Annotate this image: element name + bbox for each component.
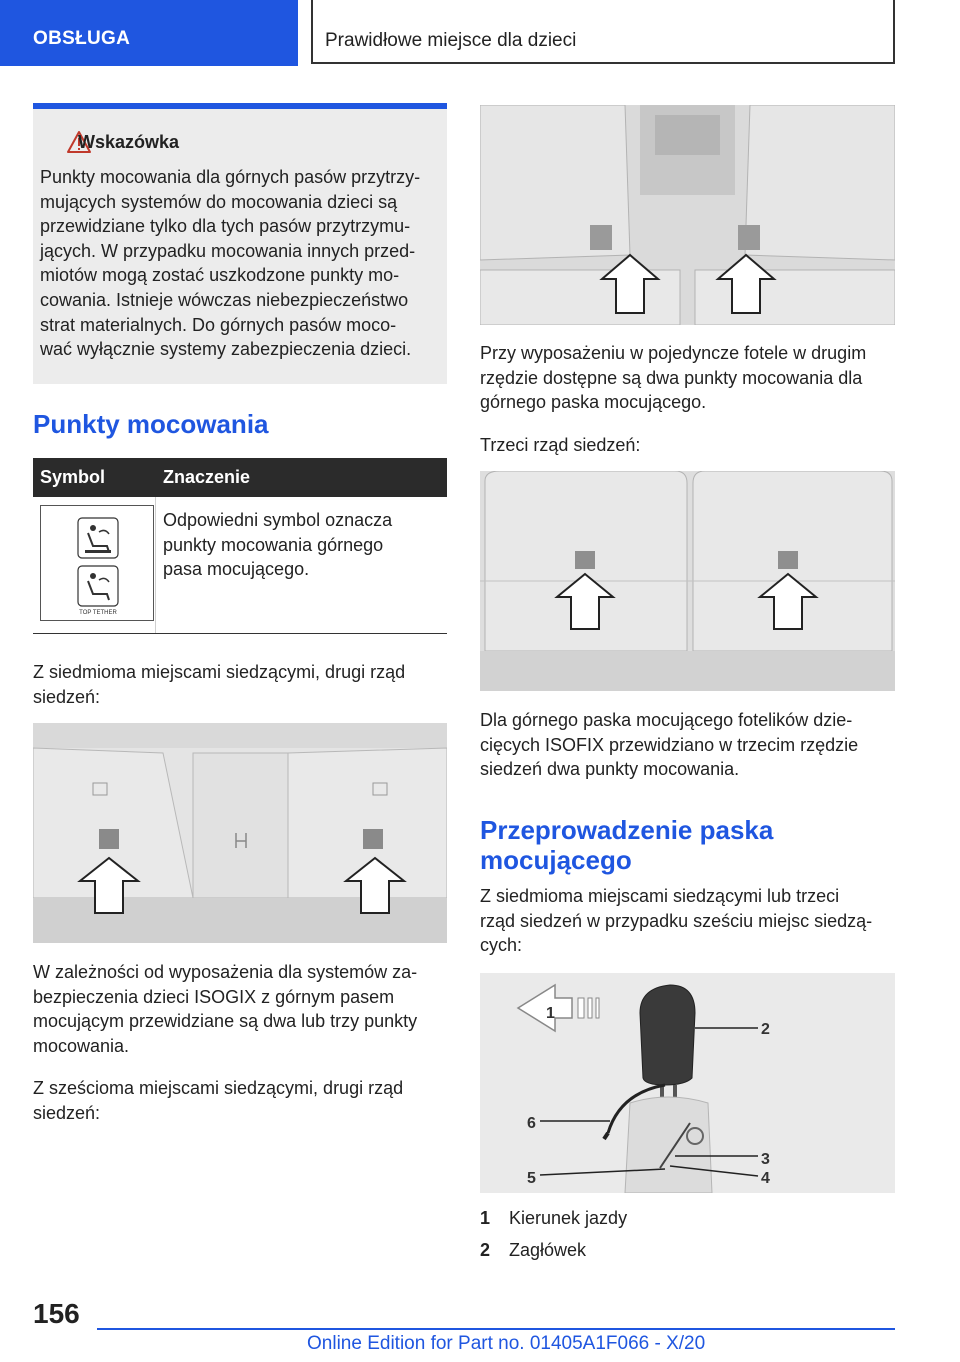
note-line: przewidziane tylko dla tych pasów przytrzymu- <box>40 216 411 237</box>
legend-text: Kierunek jazdy <box>509 1208 628 1228</box>
body-text-line: górnego paska mocującego. <box>480 392 707 412</box>
diagram-label-3: 3 <box>761 1151 770 1168</box>
note-line: cowania. Istnieje wówczas niebezpieczeństwo <box>40 290 409 310</box>
table-header-meaning: Znaczenie <box>163 467 251 487</box>
diagram-label-1: 1 <box>546 1005 555 1022</box>
body-text-line: siedzeń: <box>33 686 101 707</box>
legend-text: Zagłówek <box>509 1240 587 1260</box>
body-text-line: Z sześcioma miejscami siedzącymi, drugi rząd <box>33 1078 404 1098</box>
section-heading-routing-line1: Przeprowadzenie paska <box>480 815 774 845</box>
diagram-label-2: 2 <box>761 1021 770 1038</box>
header-section-label: OBSŁUGA <box>33 28 131 49</box>
table-meaning-line: Odpowiedni symbol oznacza <box>163 510 393 530</box>
footer-edition-text: Online Edition for Part no. 01405A1F066 - X/20 <box>307 1333 706 1354</box>
figure-third-row <box>480 471 895 691</box>
figure-tether-routing-diagram <box>480 973 895 1193</box>
legend-number: 2 <box>480 1240 491 1260</box>
legend-number: 1 <box>480 1208 491 1228</box>
table-meaning-line: pasa mocującego. <box>163 559 310 579</box>
body-text-line: rząd siedzeń w przypadku sześciu miejsc siedzą- <box>480 910 873 931</box>
diagram-label-5: 5 <box>527 1170 536 1187</box>
note-line: Punkty mocowania dla górnych pasów przytrzy- <box>40 167 421 187</box>
note-line: jących. W przypadku mocowania innych przed- <box>40 240 416 261</box>
diagram-label-6: 6 <box>527 1115 536 1132</box>
body-text-line: bezpieczenia dzieci ISOGIX z górnym pasem <box>33 986 395 1007</box>
body-text-line: Z siedmioma miejscami siedzącymi lub trzeci <box>480 886 840 906</box>
body-text-line: siedzeń dwa punkty mocowania. <box>480 759 740 779</box>
note-line: wać wyłącznie systemy zabezpieczenia dzieci. <box>40 339 412 360</box>
table-symbol-cell <box>40 505 154 621</box>
section-heading-anchor-points: Punkty mocowania <box>33 409 269 439</box>
section-heading-routing-line2: mocującego <box>480 845 632 875</box>
body-text-line: Dla górnego paska mocującego fotelików dzie- <box>480 710 853 730</box>
body-text-line: W zależności od wyposażenia dla systemów za- <box>33 962 418 982</box>
table-column-separator <box>155 497 156 633</box>
body-text-line: siedzeń: <box>33 1102 101 1123</box>
table-meaning-line: punkty mocowania górnego <box>163 534 384 555</box>
body-text-line: Trzeci rząd siedzeń: <box>480 435 641 455</box>
page-number: 156 <box>33 1298 80 1329</box>
footer-rule <box>97 1328 895 1330</box>
child-seat-anchor-icon <box>41 506 153 620</box>
body-text-line: mocowania. <box>33 1035 130 1056</box>
table-header-symbol: Symbol <box>40 467 106 487</box>
diagram-label-4: 4 <box>761 1170 770 1187</box>
body-text-line: mocującym przewidziane są dwa lub trzy punkty <box>33 1011 418 1031</box>
note-title: Wskazówka <box>78 132 180 152</box>
symbol-caption: TOP TETHER <box>79 610 117 616</box>
table-bottom-rule <box>33 633 447 634</box>
note-line: mujących systemów do mocowania dzieci są <box>40 191 398 212</box>
body-text-line: cięcych ISOFIX przewidziano w trzecim rzędzie <box>480 734 859 755</box>
figure-second-row-individual-seats <box>480 105 895 325</box>
note-line: strat materialnych. Do górnych pasów moco- <box>40 314 397 335</box>
header-title: Prawidłowe miejsce dla dzieci <box>325 30 577 51</box>
note-line: miotów mogą zostać uszkodzone punkty mo- <box>40 265 400 286</box>
body-text-line: cych: <box>480 935 523 955</box>
figure-second-row-seven-seats <box>33 723 447 943</box>
body-text-line: Przy wyposażeniu w pojedyncze fotele w drugim <box>480 343 867 363</box>
body-text-line: rzędzie dostępne są dwa punkty mocowania dla <box>480 367 863 388</box>
body-text-line: Z siedmioma miejscami siedzącymi, drugi rząd <box>33 662 406 682</box>
